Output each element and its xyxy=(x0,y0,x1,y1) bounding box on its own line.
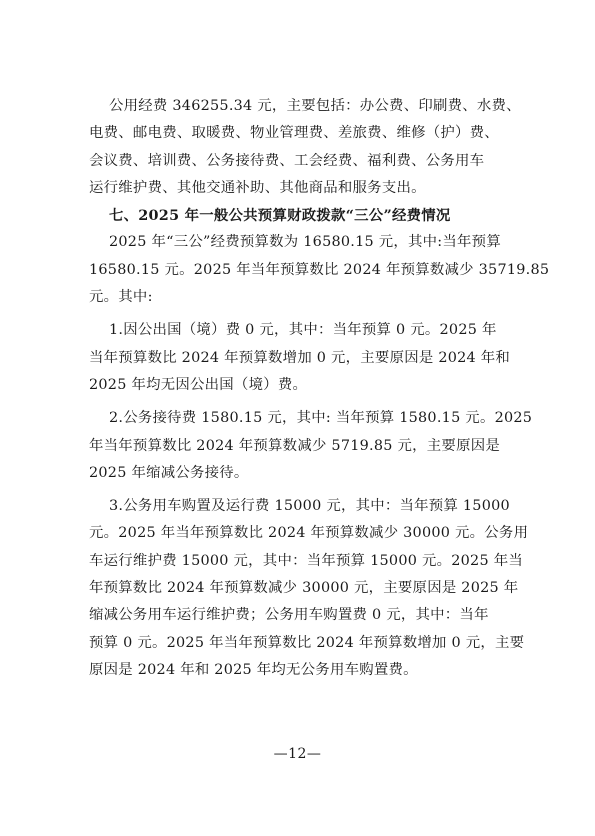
paragraph-three-public-total xyxy=(89,229,550,311)
text-line: 2025 年均无因公出国（境）费。 xyxy=(89,376,308,393)
text-line: 会议费、培训费、公务接待费、工会经费、福利费、公务用车 xyxy=(89,152,485,169)
text-line: 年当年预算数比 2024 年预算数减少 5719.85 元，主要原因是 xyxy=(89,437,500,454)
text-line: 元。其中: xyxy=(89,289,153,306)
text-line: 2.公务接待费 1580.15 元，其中: 当年预算 1580.15 元。2025 xyxy=(109,410,533,427)
paragraph-public-expense xyxy=(89,93,519,202)
text-line: 16580.15 元。2025 年当年预算数比 2024 年预算数减少 35719.85 xyxy=(89,261,550,278)
text-line: 电费、邮电费、取暖费、物业管理费、差旅费、维修（护）费、 xyxy=(89,125,499,142)
text-line: 3.公务用车购置及运行费 15000 元，其中：当年预算 15000 xyxy=(109,498,510,515)
text-line: 公用经费 346255.34 元，主要包括：办公费、印刷费、水费、 xyxy=(109,98,521,114)
section-seven-heading: 七、2025 年一般公共预算财政拨款“三公”经费情况 xyxy=(109,207,451,225)
text-line: 缩减公务用车运行维护费；公务用车购置费 0 元，其中：当年 xyxy=(89,607,489,624)
paragraph-item-reception xyxy=(89,405,533,487)
text-line: 当年预算数比 2024 年预算数增加 0 元，主要原因是 2024 年和 xyxy=(89,349,511,366)
paragraph-item-abroad xyxy=(89,317,519,399)
text-line: 运行维护费、其他交通补助、其他商品和服务支出。 xyxy=(89,179,426,196)
page-number: —12— xyxy=(273,746,322,762)
text-line: 车运行维护费 15000 元，其中：当年预算 15000 元。2025 年当 xyxy=(89,552,523,569)
text-line: 元。2025 年当年预算数比 2024 年预算数减少 30000 元。公务用 xyxy=(89,525,529,542)
document-body xyxy=(89,93,550,684)
text-line: 预算 0 元。2025 年当年预算数比 2024 年预算数增加 0 元，主要 xyxy=(89,634,525,651)
text-line: 1.因公出国（境）费 0 元，其中：当年预算 0 元。2025 年 xyxy=(109,322,497,339)
text-line: 年预算数比 2024 年预算数减少 30000 元，主要原因是 2025 年 xyxy=(89,580,519,597)
text-line: 2025 年缩减公务接待。 xyxy=(89,464,249,481)
section-heading xyxy=(89,202,519,229)
paragraph-item-vehicles xyxy=(89,493,529,684)
text-line: 2025 年“三公”经费预算数为 16580.15 元，其中:当年预算 xyxy=(109,234,501,251)
text-line: 原因是 2024 年和 2025 年均无公务用车购置费。 xyxy=(89,661,418,678)
